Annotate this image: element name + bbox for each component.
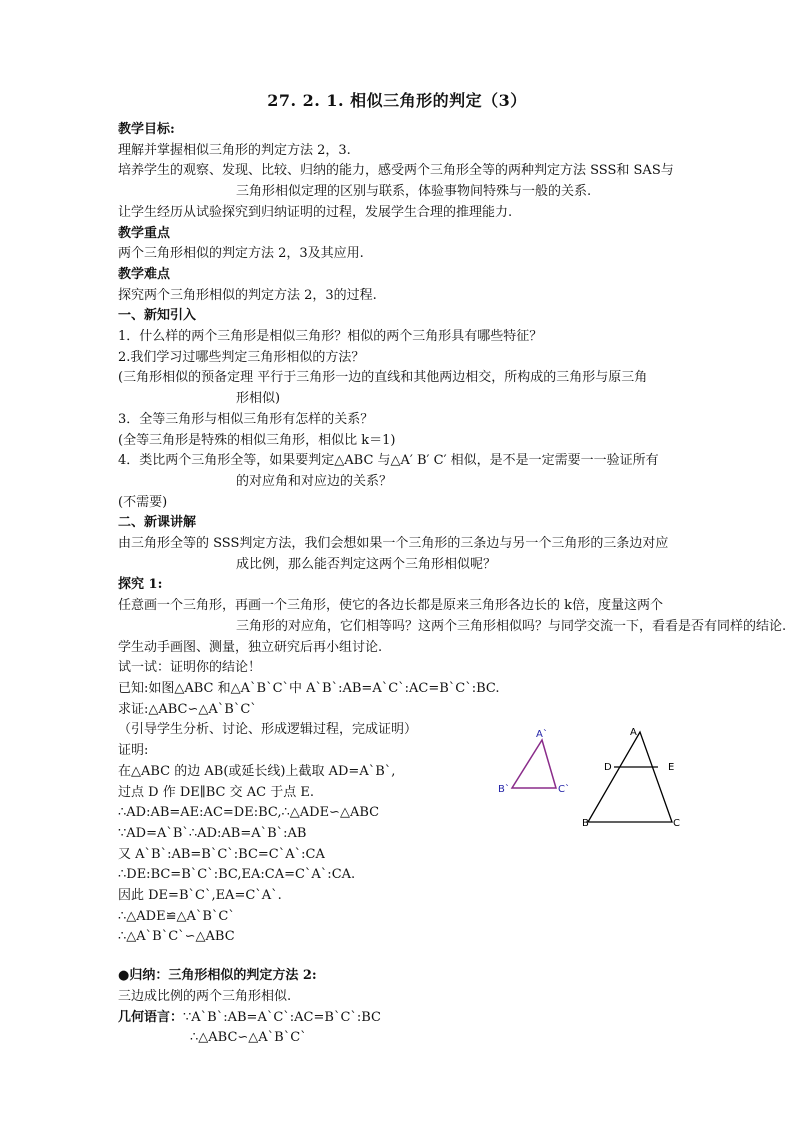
summary-text: 三边成比例的两个三角形相似. [118, 988, 292, 1004]
proof-line: ∴△A`B`C`∽△ABC [118, 929, 235, 945]
proof-line: ∴△ADE≌△A`B`C` [118, 908, 235, 924]
intro-line: (不需要) [118, 494, 168, 510]
geometry-line: ∵A`B`:AB=A`C`:AC=B`C`:BC [183, 1009, 382, 1025]
intro-line: 4．类比两个三角形全等，如果要判定△ABC 与△A′ B′ C′ 相似，是不是一定需要一一验证所有 [118, 453, 659, 469]
explore-line: 任意画一个三角形，再画一个三角形，使它的各边长都是原来三角形各边长的 k倍，度量这两个 [118, 598, 664, 614]
proof-line: 在△ABC 的边 AB(或延长线)上截取 AD=A`B`, [118, 763, 396, 779]
key-text: 两个三角形相似的判定方法 2，3及其应用. [118, 246, 364, 262]
explore-line: 试一试：证明你的结论！ [118, 660, 262, 676]
vertex-label-e: E [668, 762, 675, 773]
explore-line: 三角形的对应角，它们相等吗？这两个三角形相似吗？与同学交流一下，看看是否有同样的结论. [236, 618, 787, 634]
large-triangle [588, 732, 675, 822]
vertex-label-a-prime: A` [536, 729, 548, 740]
proof-line: 因此 DE=B`C`,EA=C`A`. [118, 888, 282, 904]
summary-heading: ●归纳：三角形相似的判定方法 2: [118, 968, 317, 984]
large-triangle-figure [578, 722, 698, 832]
proof-line: ∴AD:AB=AE:AC=DE:BC,∴△ADE∽△ABC [118, 805, 380, 821]
new-heading: 二、新课讲解 [118, 515, 197, 531]
intro-line: 2.我们学习过哪些判定三角形相似的方法？ [118, 349, 365, 365]
new-line: 由三角形全等的 SSS判定方法，我们会想如果一个三角形的三条边与另一个三角形的三条边对应 [118, 536, 669, 552]
document-body [118, 120, 787, 1049]
goal-line: 三角形相似定理的区别与联系，体验事物间特殊与一般的关系. [236, 184, 592, 200]
proof-line: 又 A`B`:AB=B`C`:BC=C`A`:CA [118, 846, 325, 862]
goal-line: 培养学生的观察、发现、比较、归纳的能力，感受两个三角形全等的两种判定方法 SSS和 SAS与 [118, 163, 674, 179]
difficulty-text: 探究两个三角形相似的判定方法 2，3的过程. [118, 287, 377, 303]
difficulty-heading: 教学难点 [118, 266, 171, 282]
intro-line: 3．全等三角形与相似三角形有怎样的关系？ [118, 411, 374, 427]
vertex-label-c: C [673, 818, 680, 829]
proof-line: ∴DE:BC=B`C`:BC,EA:CA=C`A`:CA. [118, 867, 356, 883]
intro-line: (全等三角形是特殊的相似三角形，相似比 k＝1) [118, 432, 396, 448]
geometry-label: 几何语言： [118, 1009, 184, 1025]
goals-heading: 教学目标: [118, 122, 175, 137]
explore-line: 学生动手画图、测量，独立研究后再小组讨论. [118, 639, 383, 655]
small-triangle-figure [494, 728, 574, 798]
intro-line: 的对应角和对应边的关系？ [236, 473, 393, 489]
vertex-label-b: B [582, 818, 589, 829]
vertex-label-a: A [630, 727, 637, 738]
vertex-label-b-prime: B` [498, 784, 510, 795]
vertex-label-d: D [604, 762, 612, 773]
explore-line: （引导学生分析、讨论、形成逻辑过程，完成证明） [118, 722, 418, 738]
goal-line: 让学生经历从试验探究到归纳证明的过程，发展学生合理的推理能力. [118, 204, 513, 220]
proof-line: 过点 D 作 DE∥BC 交 AC 于点 E. [118, 784, 314, 800]
key-heading: 教学重点 [118, 225, 171, 241]
intro-line: 形相似) [236, 391, 281, 407]
geometry-line: ∴△ABC∽△A`B`C` [190, 1030, 307, 1046]
new-line: 成比例，那么能否判定这两个三角形相似呢？ [236, 556, 497, 572]
vertex-label-c-prime: C` [558, 784, 570, 795]
explore-heading: 探究 1: [118, 577, 163, 593]
explore-line: 已知:如图△ABC 和△A`B`C`中 A`B`:AB=A`C`:AC=B`C`:BC. [118, 680, 500, 696]
explore-line: 求证:△ABC∽△A`B`C` [118, 701, 257, 717]
small-triangle [512, 740, 556, 788]
goal-line: 理解并掌握相似三角形的判定方法 2，3. [118, 142, 351, 158]
proof-line: ∵AD=A`B`∴AD:AB=A`B`:AB [118, 825, 307, 841]
page-title: 27. 2. 1. 相似三角形的判定（3） [267, 91, 527, 110]
intro-heading: 一、新知引入 [118, 308, 197, 324]
intro-line: (三角形相似的预备定理 平行于三角形一边的直线和其他两边相交，所构成的三角形与原三角 [118, 370, 648, 386]
intro-line: 1．什么样的两个三角形是相似三角形？相似的两个三角形具有哪些特征？ [118, 329, 543, 345]
proof-line: 证明: [118, 743, 149, 759]
geometry-statement [118, 1008, 708, 1029]
